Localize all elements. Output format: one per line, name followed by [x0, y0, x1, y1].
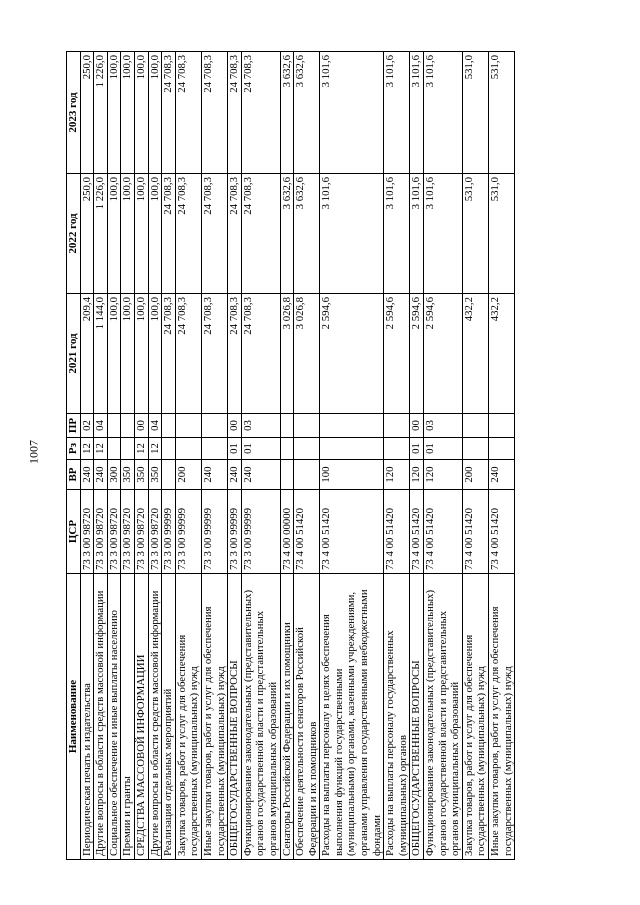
cell-csr: 73 3 00 99999: [241, 490, 280, 574]
cell-rz: 12: [148, 438, 162, 460]
cell-2023: 3 101,6: [320, 52, 384, 174]
cell-rz: 12: [94, 438, 108, 460]
cell-name: Расходы на выплаты персоналу в целях обеспечения выполнения функций государственными (муниципальными) органами, казенными учреждениями, органами управления государственными внебюджетными фондами: [320, 574, 384, 860]
cell-2023: 100,0: [148, 52, 162, 174]
cell-2023: 3 632,6: [294, 52, 320, 174]
table-row: [489, 52, 515, 860]
page-number: 1007: [26, 440, 41, 464]
cell-pr: [320, 414, 384, 438]
table-row: [424, 52, 463, 860]
cell-2021: 432,2: [489, 294, 515, 414]
cell-name: Функционирование законодательных (представительных) органов государственной власти и представительных органов муниципальных образований: [241, 574, 280, 860]
cell-csr: 73 4 00 51420: [320, 490, 384, 574]
cell-2022: 100,0: [121, 174, 135, 294]
table-row: [462, 52, 488, 860]
cell-2021: 2 594,6: [320, 294, 384, 414]
cell-2021: 3 026,8: [280, 294, 294, 414]
cell-csr: 73 4 00 51420: [462, 490, 488, 574]
cell-2021: 209,4: [80, 294, 94, 414]
cell-csr: 73 3 00 98720: [134, 490, 148, 574]
cell-rz: 01: [410, 438, 424, 460]
cell-2021: 100,0: [121, 294, 135, 414]
cell-name: Сенаторы Российской Федерации и их помощники: [280, 574, 294, 860]
cell-name: СРЕДСТВА МАССОВОЙ ИНФОРМАЦИИ: [134, 574, 148, 860]
cell-name: ОБЩЕГОСУДАРСТВЕННЫЕ ВОПРОСЫ: [410, 574, 424, 860]
cell-2022: 24 708,3: [175, 174, 201, 294]
cell-2023: 100,0: [121, 52, 135, 174]
table-row: [148, 52, 162, 860]
cell-2023: 24 708,3: [228, 52, 242, 174]
cell-pr: [107, 414, 121, 438]
cell-name: Закупка товаров, работ и услуг для обеспечения государственных (муниципальных) нужд: [462, 574, 488, 860]
cell-2023: 100,0: [134, 52, 148, 174]
cell-pr: 00: [228, 414, 242, 438]
cell-2022: 100,0: [134, 174, 148, 294]
cell-rz: [162, 438, 176, 460]
table-row: [241, 52, 280, 860]
cell-rz: [462, 438, 488, 460]
cell-csr: 73 3 00 99999: [162, 490, 176, 574]
cell-2022: 24 708,3: [241, 174, 280, 294]
cell-pr: 03: [241, 414, 280, 438]
cell-2021: 24 708,3: [175, 294, 201, 414]
cell-vr: 350: [148, 460, 162, 490]
cell-rz: [121, 438, 135, 460]
cell-csr: 73 3 00 99999: [201, 490, 227, 574]
cell-vr: 200: [462, 460, 488, 490]
cell-csr: 73 3 00 98720: [107, 490, 121, 574]
cell-2022: 3 101,6: [410, 174, 424, 294]
cell-rz: 12: [134, 438, 148, 460]
cell-2023: 24 708,3: [175, 52, 201, 174]
cell-2021: 432,2: [462, 294, 488, 414]
cell-name: Функционирование законодательных (представительных) органов государственной власти и представительных органов муниципальных образований: [424, 574, 463, 860]
cell-pr: [162, 414, 176, 438]
table-row: [280, 52, 294, 860]
cell-name: Иные закупки товаров, работ и услуг для обеспечения государственных (муниципальных) нужд: [489, 574, 515, 860]
table-row: [94, 52, 108, 860]
cell-name: Обеспечение деятельности сенаторов Российской Федерации и их помощников: [294, 574, 320, 860]
cell-2023: 1 226,0: [94, 52, 108, 174]
cell-name: Периодическая печать и издательства: [80, 574, 94, 860]
cell-2022: 24 708,3: [162, 174, 176, 294]
cell-vr: 120: [410, 460, 424, 490]
cell-name: Премии и гранты: [121, 574, 135, 860]
cell-2023: 3 101,6: [384, 52, 410, 174]
table-row: [121, 52, 135, 860]
table-row: [384, 52, 410, 860]
cell-2023: 250,0: [80, 52, 94, 174]
cell-2022: 531,0: [462, 174, 488, 294]
cell-vr: 100: [320, 460, 384, 490]
cell-rz: 12: [80, 438, 94, 460]
header-pr: ПР: [67, 414, 81, 438]
cell-csr: 73 3 00 99999: [228, 490, 242, 574]
cell-pr: [175, 414, 201, 438]
cell-2021: 100,0: [134, 294, 148, 414]
cell-2021: 24 708,3: [162, 294, 176, 414]
cell-pr: 00: [134, 414, 148, 438]
cell-csr: 73 3 00 98720: [94, 490, 108, 574]
header-rz: Рз: [67, 438, 81, 460]
cell-vr: 240: [80, 460, 94, 490]
cell-vr: 240: [228, 460, 242, 490]
cell-vr: 240: [241, 460, 280, 490]
cell-name: Иные закупки товаров, работ и услуг для обеспечения государственных (муниципальных) нужд: [201, 574, 227, 860]
cell-name: Реализация отдельных мероприятий: [162, 574, 176, 860]
header-name: Наименование: [67, 574, 81, 860]
header-csr: ЦСР: [67, 490, 81, 574]
cell-vr: 350: [121, 460, 135, 490]
cell-name: Другие вопросы в области средств массовой информации: [148, 574, 162, 860]
cell-vr: 240: [489, 460, 515, 490]
cell-vr: 240: [201, 460, 227, 490]
cell-name: ОБЩЕГОСУДАРСТВЕННЫЕ ВОПРОСЫ: [228, 574, 242, 860]
cell-csr: 73 3 00 98720: [121, 490, 135, 574]
cell-vr: 300: [107, 460, 121, 490]
cell-2023: 531,0: [462, 52, 488, 174]
cell-2021: 24 708,3: [201, 294, 227, 414]
cell-2021: 1 144,0: [94, 294, 108, 414]
cell-pr: 03: [424, 414, 463, 438]
cell-vr: [280, 460, 294, 490]
cell-rz: [280, 438, 294, 460]
cell-2023: 3 101,6: [410, 52, 424, 174]
cell-pr: [462, 414, 488, 438]
cell-csr: 73 4 00 51420: [410, 490, 424, 574]
cell-2022: 3 101,6: [320, 174, 384, 294]
cell-2022: 3 101,6: [384, 174, 410, 294]
table-body: [80, 52, 515, 860]
cell-pr: [489, 414, 515, 438]
cell-rz: 01: [241, 438, 280, 460]
cell-pr: [201, 414, 227, 438]
table-header-row: [67, 52, 81, 860]
header-2023: 2023 год: [67, 52, 81, 174]
cell-vr: 200: [175, 460, 201, 490]
cell-name: Расходы на выплаты персоналу государственных (муниципальных) органов: [384, 574, 410, 860]
table-row: [320, 52, 384, 860]
cell-2021: 24 708,3: [241, 294, 280, 414]
table-row: [162, 52, 176, 860]
table-row: [201, 52, 227, 860]
cell-rz: [107, 438, 121, 460]
cell-csr: 73 4 00 51420: [489, 490, 515, 574]
cell-2022: 250,0: [80, 174, 94, 294]
table-row: [410, 52, 424, 860]
cell-2022: 3 632,6: [294, 174, 320, 294]
cell-2023: 24 708,3: [162, 52, 176, 174]
header-2021: 2021 год: [67, 294, 81, 414]
cell-vr: 120: [384, 460, 410, 490]
cell-csr: 73 3 00 98720: [148, 490, 162, 574]
cell-2023: 24 708,3: [241, 52, 280, 174]
cell-2021: 24 708,3: [228, 294, 242, 414]
cell-2021: 2 594,6: [384, 294, 410, 414]
cell-rz: [320, 438, 384, 460]
cell-pr: 04: [94, 414, 108, 438]
cell-2022: 24 708,3: [228, 174, 242, 294]
cell-rz: [384, 438, 410, 460]
cell-name: Другие вопросы в области средств массовой информации: [94, 574, 108, 860]
cell-2023: 3 632,6: [280, 52, 294, 174]
header-vr: ВР: [67, 460, 81, 490]
table-row: [107, 52, 121, 860]
cell-rz: [294, 438, 320, 460]
cell-2022: 1 226,0: [94, 174, 108, 294]
cell-2022: 100,0: [148, 174, 162, 294]
cell-csr: 73 4 00 00000: [280, 490, 294, 574]
table-row: [228, 52, 242, 860]
cell-rz: [175, 438, 201, 460]
table-row: [294, 52, 320, 860]
cell-rz: [201, 438, 227, 460]
cell-csr: 73 4 00 51420: [294, 490, 320, 574]
rotated-table-container: [66, 52, 515, 860]
cell-2022: 531,0: [489, 174, 515, 294]
header-2022: 2022 год: [67, 174, 81, 294]
cell-csr: 73 3 00 98720: [80, 490, 94, 574]
cell-2021: 2 594,6: [410, 294, 424, 414]
cell-2023: 531,0: [489, 52, 515, 174]
cell-pr: [384, 414, 410, 438]
cell-2022: 24 708,3: [201, 174, 227, 294]
cell-csr: 73 3 00 99999: [175, 490, 201, 574]
cell-pr: [121, 414, 135, 438]
cell-2022: 100,0: [107, 174, 121, 294]
cell-vr: 350: [134, 460, 148, 490]
cell-vr: [294, 460, 320, 490]
cell-csr: 73 4 00 51420: [384, 490, 410, 574]
cell-vr: 120: [424, 460, 463, 490]
cell-vr: 240: [94, 460, 108, 490]
table-row: [134, 52, 148, 860]
cell-pr: 00: [410, 414, 424, 438]
cell-2021: 3 026,8: [294, 294, 320, 414]
cell-pr: [280, 414, 294, 438]
cell-rz: [489, 438, 515, 460]
cell-2021: 100,0: [148, 294, 162, 414]
cell-rz: 01: [424, 438, 463, 460]
table-row: [80, 52, 94, 860]
cell-2023: 100,0: [107, 52, 121, 174]
cell-rz: 01: [228, 438, 242, 460]
cell-vr: [162, 460, 176, 490]
cell-csr: 73 4 00 51420: [424, 490, 463, 574]
cell-2022: 3 101,6: [424, 174, 463, 294]
cell-2021: 2 594,6: [424, 294, 463, 414]
cell-2021: 100,0: [107, 294, 121, 414]
cell-2022: 3 632,6: [280, 174, 294, 294]
cell-pr: [294, 414, 320, 438]
cell-name: Социальное обеспечение и иные выплаты населению: [107, 574, 121, 860]
cell-2023: 3 101,6: [424, 52, 463, 174]
table-row: [175, 52, 201, 860]
cell-pr: 02: [80, 414, 94, 438]
cell-pr: 04: [148, 414, 162, 438]
cell-2023: 24 708,3: [201, 52, 227, 174]
cell-name: Закупка товаров, работ и услуг для обеспечения государственных (муниципальных) нужд: [175, 574, 201, 860]
budget-table: [66, 51, 515, 860]
